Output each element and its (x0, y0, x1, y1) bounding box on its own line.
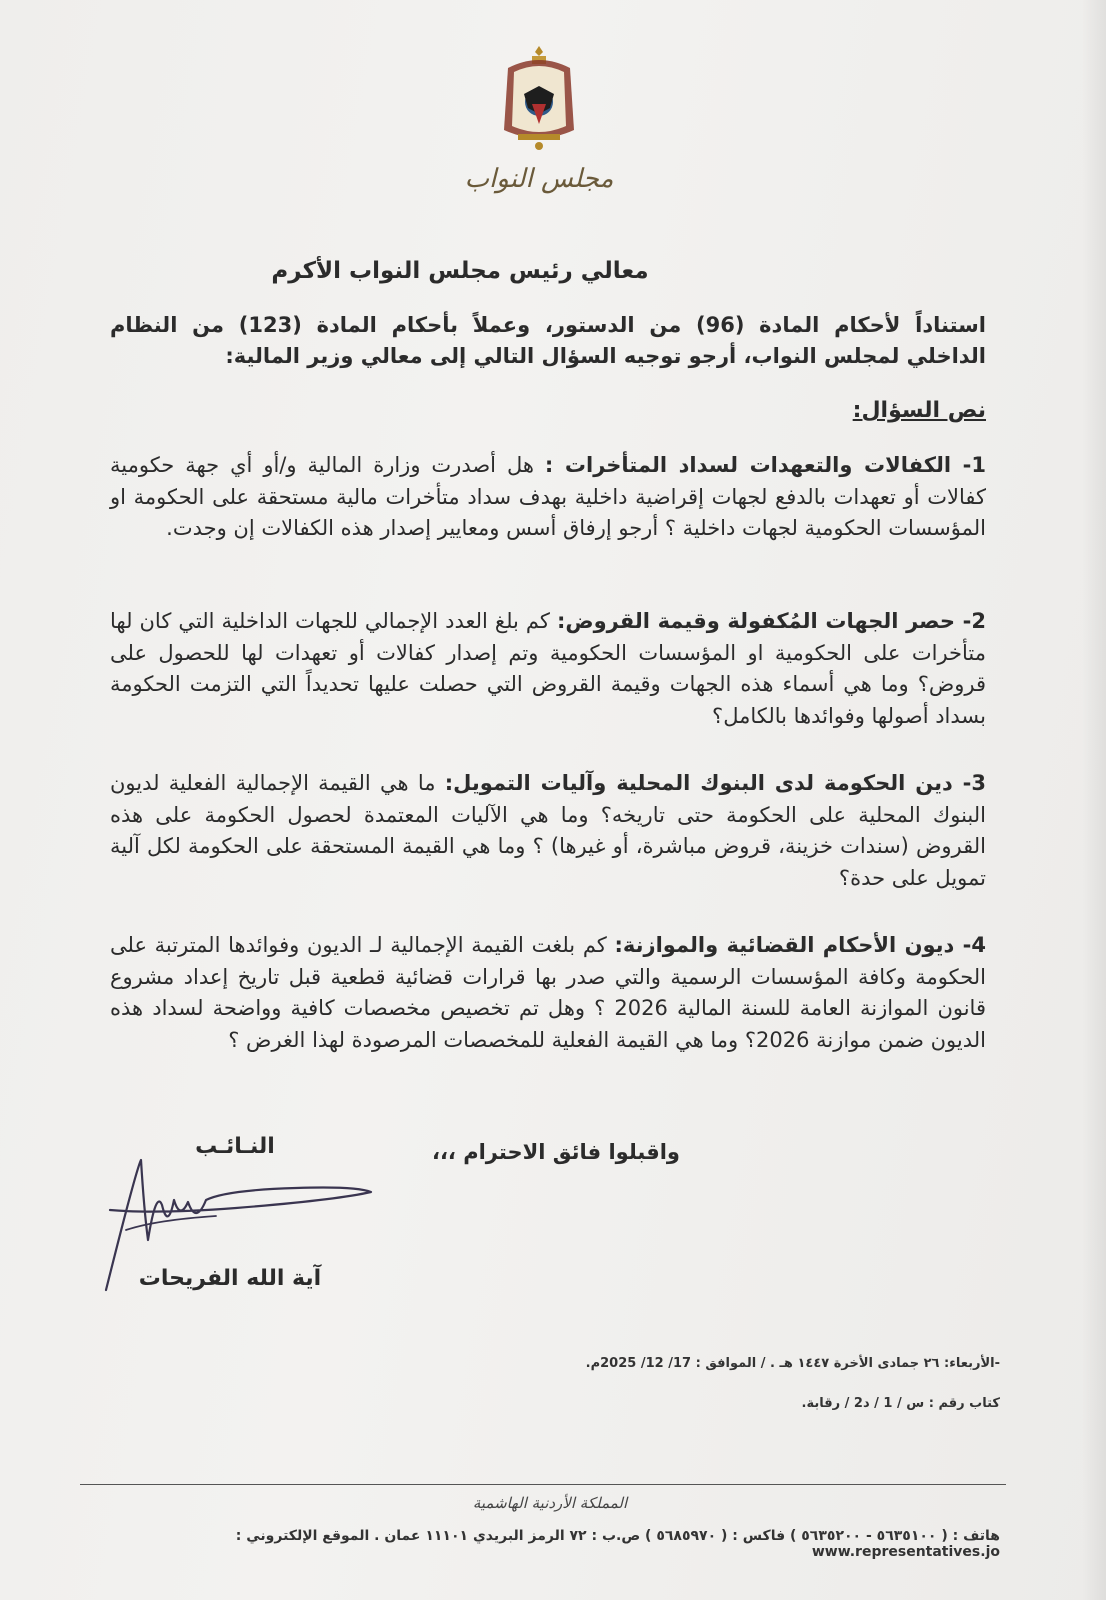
question-1-body: هل أصدرت وزارة المالية و/أو أي جهة حكومية كفالات أو تعهدات بالدفع لجهات إقراضية داخلية بهدف سداد متأخرات مالية مستحقة على الحكومة او المؤسسات الحكومية لجهات داخلية ؟ أرجو إرفاق أسس ومعايير إصدار هذه الكفالات إن وجدت. (110, 453, 986, 540)
parliament-crest-caption: مجلس النواب (464, 164, 614, 194)
signatory-title: النـائـب (195, 1134, 275, 1159)
signatory-name: آية الله الفريحات (138, 1266, 322, 1291)
footer-divider (80, 1484, 1006, 1485)
question-2-title: 2- حصر الجهات المُكفولة وقيمة القروض: (556, 609, 986, 633)
question-3 (110, 768, 986, 894)
salutation-heading: معالي رئيس مجلس النواب الأكرم (271, 258, 649, 284)
footer-kingdom-caption: المملكة الأردنية الهاشمية (472, 1494, 628, 1512)
coat-of-arms-emblem (494, 42, 584, 152)
question-3-body: ما هي القيمة الإجمالية الفعلية لديون البنوك المحلية على الحكومة حتى تاريخه؟ وما هي الآليات المعتمدة لحصول الحكومة على هذه القروض (سندات خزينة، قروض مباشرة، أو غيرها) ؟ وما هي القيمة المستحقة على الحكومة لكل آلية تمويل على حدة؟ (110, 771, 986, 890)
page-edge-shadow (1082, 0, 1106, 1600)
question-1-title: 1- الكفالات والتعهدات لسداد المتأخرات : (544, 453, 986, 477)
question-1 (110, 450, 986, 545)
question-2 (110, 606, 986, 732)
question-4-title: 4- ديون الأحكام القضائية والموازنة: (614, 933, 986, 957)
question-2-body: كم بلغ العدد الإجمالي للجهات الداخلية التي كان لها متأخرات على الحكومية او المؤسسات الحكومية وتم إصدار كفالات أو تعهدات لها للحصول على قروض؟ وما هي أسماء هذه الجهات وقيمة القروض التي حصلت عليها تحديداً التي التزمت الحكومة بسداد أصولها وفوائدها بالكامل؟ (110, 609, 986, 728)
footer-contact-line: هاتف : ( ٥٦٣٥١٠٠ - ٥٦٣٥٢٠٠ ) فاكس : ( ٥٦٨٥٩٧٠ ) ص.ب : ٧٢ الرمز البريدي ١١١٠١ عمان . الموقع الإلكتروني : www.representatives.jo (235, 1528, 1000, 1560)
question-3-title: 3- دين الحكومة لدى البنوك المحلية وآليات التمويل: (444, 771, 986, 795)
reference-number: كتاب رقم : س / 1 / د2 / رقابة. (801, 1396, 1000, 1411)
question-4-body: كم بلغت القيمة الإجمالية لـ الديون وفوائدها المترتبة على الحكومة وكافة المؤسسات الرسمية والتي صدر بها قرارات قضائية قطعية قبل تاريخ إعداد مشروع قانون الموازنة العامة للسنة المالية 2026 ؟ وهل تم تخصيص مخصصات كافية وواضحة لسداد هذه الديون ضمن موازنة 2026؟ وما هي القيمة الفعلية للمخصصات المرصودة لهذا الغرض ؟ (110, 933, 986, 1052)
question-4 (110, 930, 986, 1056)
intro-paragraph: استناداً لأحكام المادة (96) من الدستور، وعملاً بأحكام المادة (123) من النظام الداخلي لمجلس النواب، أرجو توجيه السؤال التالي إلى معالي وزير المالية: (110, 313, 987, 368)
question-heading: نص السؤال: (852, 398, 986, 423)
date-line: -الأربعاء: ٢٦ جمادى الأخرة ١٤٤٧ هـ . / الموافق : 17/ 12/ 2025م. (585, 1356, 1000, 1371)
closing-line: واقبلوا فائق الاحترام ،،، (431, 1140, 680, 1164)
